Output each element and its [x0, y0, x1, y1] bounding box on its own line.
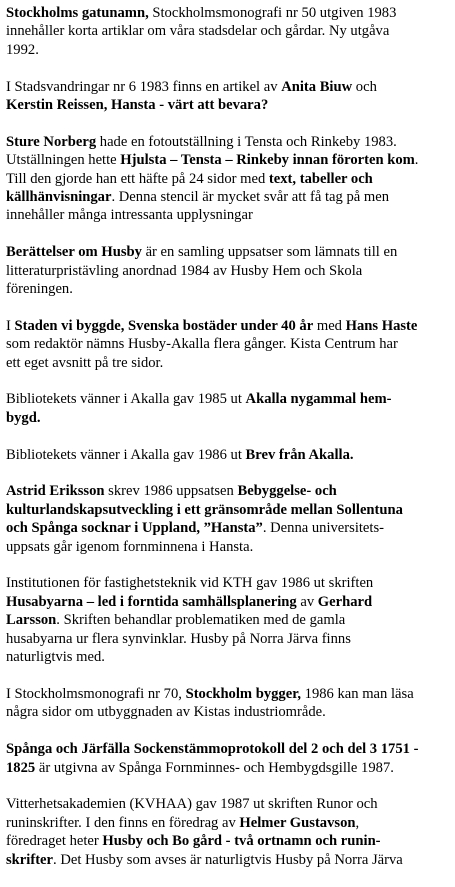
- bold-text-run: Staden vi byggde, Svenska bostäder under 40 år: [14, 317, 314, 334]
- text-run: . Det Husby som avses är naturligtvis Husby på Norra Järva: [53, 851, 403, 868]
- text-run: I: [6, 317, 15, 334]
- text-run: . Denna stencil är mycket svår att få tag på men innehåller många intressanta upplysningar: [6, 189, 390, 224]
- text-run: är utgivna av Spånga Fornminnes- och Hembygdsgille 1987.: [35, 759, 394, 776]
- document-paragraph: [6, 243, 451, 298]
- document-paragraph: [6, 574, 451, 666]
- bold-text-run: Stockholm bygger,: [185, 685, 301, 702]
- document-paragraph: [6, 4, 451, 59]
- text-run: I Stockholmsmonografi nr 70,: [6, 685, 186, 702]
- bold-text-run: text, tabeller och källhänvisningar: [6, 170, 373, 206]
- text-run: av: [296, 593, 318, 610]
- bold-text-run: Hjulsta – Tensta – Rinkeby innan förorten kom: [120, 152, 415, 169]
- text-run: Stockholmsmonografi nr 50 utgiven 1983 innehåller korta artiklar om våra stadsdelar och gårdar. Ny utgåva 1992.: [6, 5, 397, 58]
- document-paragraph: [6, 740, 451, 777]
- text-run: som redaktör nämns Husby-Akalla flera gånger. Kista Centrum har ett eget avsnitt på tre sidor.: [6, 336, 398, 371]
- bold-text-run: Gerhard Larsson: [6, 593, 373, 629]
- document-paragraph: [6, 685, 451, 722]
- text-run: Institutionen för fastighetsteknik vid KTH gav 1986 ut skriften: [6, 575, 374, 592]
- bold-text-run: Astrid Eriksson: [6, 483, 105, 500]
- text-run: 1986 kan man läsa några sidor om utbyggnaden av Kistas industriområde.: [6, 685, 414, 721]
- document-paragraph: [6, 78, 451, 115]
- document-paragraph: [6, 390, 451, 427]
- bold-text-run: Bebyggelse- och kulturlandskapsutveckling i ett gränsområde mellan Sollentuna och Spånga socknar i Uppland, ”Hansta”: [6, 483, 403, 537]
- bold-text-run: Hans Haste: [345, 317, 418, 334]
- text-run: skrev 1986 uppsatsen: [104, 483, 238, 500]
- document-page: [6, 4, 451, 887]
- document-paragraph: [6, 446, 451, 464]
- text-run: . Till den gjorde han ett häfte på 24 sidor med: [6, 152, 419, 187]
- text-run: . Denna universitets- uppsats går igenom fornminnena i Hansta.: [6, 520, 385, 555]
- text-run: . Skriften behandlar problematiken med de gamla husabyarna ur flera synvinklar. Husby på Norra Järva finns naturligtvis med.: [6, 612, 351, 666]
- document-paragraph: [6, 317, 451, 372]
- document-paragraph: [6, 482, 451, 556]
- bold-text-run: Husby och Bo gård - två ortnamn och runin- skrifter: [6, 833, 381, 868]
- text-run: och: [355, 78, 377, 95]
- text-run: med: [313, 317, 346, 334]
- text-run: Vitterhetsakademien (KVHAA) gav 1987 ut skriften Runor och runinskrifter. I den finns en föredrag av: [6, 796, 378, 831]
- text-run: Bibliotekets vänner i Akalla gav 1985 ut: [6, 391, 246, 408]
- bold-text-run: Berättelser om Husby: [6, 244, 142, 261]
- bold-text-run: Spånga och Järfälla Sockenstämmoprotokoll del 2 och del 3 1751 - 1825: [6, 741, 419, 776]
- text-run: är en samling uppsatser som lämnats till en litteraturpristävling anordnad 1984 av Husby Hem och Skola föreningen.: [6, 244, 398, 298]
- text-run: Bibliotekets vänner i Akalla gav 1986 ut: [6, 446, 246, 463]
- bold-text-run: Anita Biuw: [281, 78, 353, 95]
- bold-text-run: Husabyarna – led i forntida samhällsplanering: [6, 593, 297, 610]
- bold-text-run: Sture Norberg: [6, 133, 97, 150]
- text-run: hade en fotoutställning i Tensta och Rinkeby 1983. Utställningen hette: [6, 133, 397, 169]
- bold-text-run: Brev från Akalla.: [245, 446, 354, 463]
- document-paragraph: [6, 795, 451, 869]
- text-run: , föredraget heter: [6, 814, 360, 850]
- bold-text-run: Akalla nygammal hem- bygd.: [6, 391, 392, 426]
- text-run: I Stadsvandringar nr 6 1983 finns en artikel av: [6, 78, 282, 95]
- bold-text-run: Helmer Gustavson: [239, 814, 356, 831]
- bold-text-run: Kerstin Reissen, Hansta - värt att bevara?: [6, 97, 269, 114]
- bold-text-run: Stockholms gatunamn,: [6, 5, 149, 21]
- document-paragraph: [6, 133, 451, 225]
